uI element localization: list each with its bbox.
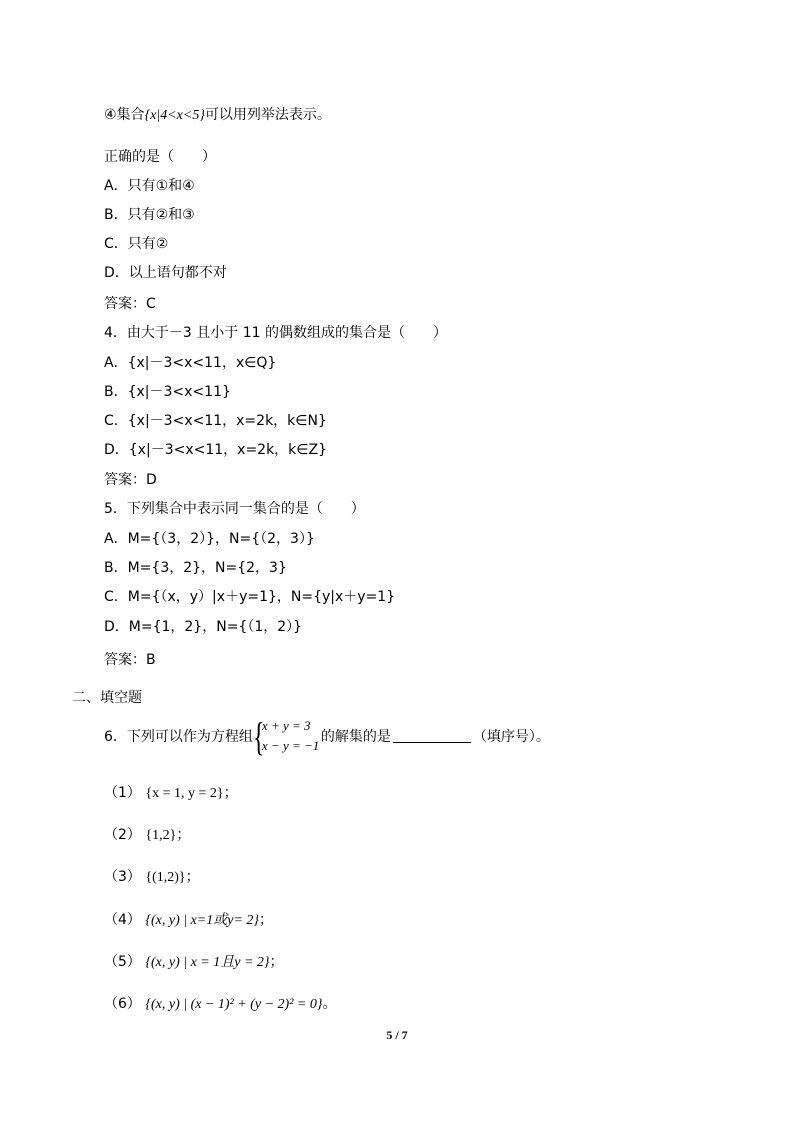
option-4-end: ；	[259, 912, 273, 928]
answer-blank	[393, 728, 471, 743]
q4-option-c: C．{x|－3<x<11，x=2k，k∈N}	[104, 413, 327, 429]
statement-4	[104, 105, 331, 126]
q5-answer: 答案：B	[104, 652, 156, 668]
q3-option-d: D．以上语句都不对	[104, 265, 227, 281]
equation-2: x − y = −1	[261, 738, 320, 753]
option-1-math: {x = 1, y = 2}	[145, 786, 224, 801]
q5-option-d: D．M={1，2}，N={（1，2）}	[104, 619, 303, 635]
q5-option-a: A．M={（3，2）}，N={（2，3）}	[104, 531, 315, 547]
option-5	[104, 952, 284, 973]
option-3	[104, 867, 200, 888]
option-2-math: {1,2}	[145, 828, 177, 843]
q3-option-b: B．只有②和③	[104, 207, 195, 223]
option-5-math: {(x, y) | x = 1且y = 2}	[145, 955, 270, 970]
q3-answer: 答案：C	[104, 296, 156, 312]
option-4	[104, 910, 273, 931]
option-6-math: {(x, y) | (x − 1)² + (y − 2)² = 0}	[145, 997, 323, 1012]
q3-option-a: A．只有①和④	[104, 178, 195, 194]
equation-system	[252, 714, 321, 759]
option-6-end: 。	[322, 996, 337, 1012]
q5-option-b: B．M={3，2}，N={2，3}	[104, 560, 287, 576]
option-4-label: （4）	[104, 912, 141, 928]
brace-icon: {	[252, 714, 265, 759]
q6-prefix: 6．下列可以作为方程组	[104, 729, 253, 745]
q6-suffix-a: 的解集的是	[320, 729, 391, 745]
q4-option-a: A．{x|－3<x<11，x∈Q}	[104, 355, 277, 371]
option-4-math: {(x, y) | x=1或y= 2}	[145, 913, 259, 928]
q5-option-c: C．M={（x，y）|x＋y=1}，N={y|x＋y=1}	[104, 589, 396, 605]
option-3-label: （3）	[104, 869, 141, 885]
option-2	[104, 825, 190, 846]
q4-option-b: B．{x|－3<x<11}	[104, 384, 231, 400]
q5-stem: 5．下列集合中表示同一集合的是（ ）	[104, 501, 365, 517]
q6-suffix-b: （填序号）。	[472, 729, 550, 745]
q3-option-c: C．只有②	[104, 236, 169, 252]
q4-option-d: D．{x|－3<x<11，x=2k，k∈Z}	[104, 442, 327, 458]
page-number: 5 / 7	[386, 1028, 408, 1042]
option-1-end: ；	[223, 785, 238, 801]
section-2-title: 二、填空题	[72, 690, 142, 706]
statement-4-prefix: ④集合	[104, 107, 145, 123]
q4-answer: 答案：D	[104, 472, 157, 488]
option-6-label: （6）	[104, 996, 141, 1012]
option-1-label: （1）	[104, 785, 141, 801]
option-1	[104, 783, 238, 804]
q6-stem	[104, 714, 550, 759]
q4-stem: 4．由大于－3 且小于 11 的偶数组成的集合是（ ）	[104, 325, 447, 341]
option-5-label: （5）	[104, 954, 141, 970]
option-3-end: ；	[185, 869, 200, 885]
statement-4-set: {x|4<x<5}	[144, 108, 205, 123]
option-2-end: ；	[176, 827, 191, 843]
option-5-end: ；	[269, 954, 284, 970]
equation-1: x + y = 3	[261, 718, 311, 733]
option-3-math: {(1,2)}	[145, 870, 186, 885]
q3-stem: 正确的是（ ）	[104, 149, 216, 165]
statement-4-suffix: 可以用列举法表示。	[204, 107, 331, 123]
option-2-label: （2）	[104, 827, 141, 843]
option-6	[104, 994, 336, 1015]
